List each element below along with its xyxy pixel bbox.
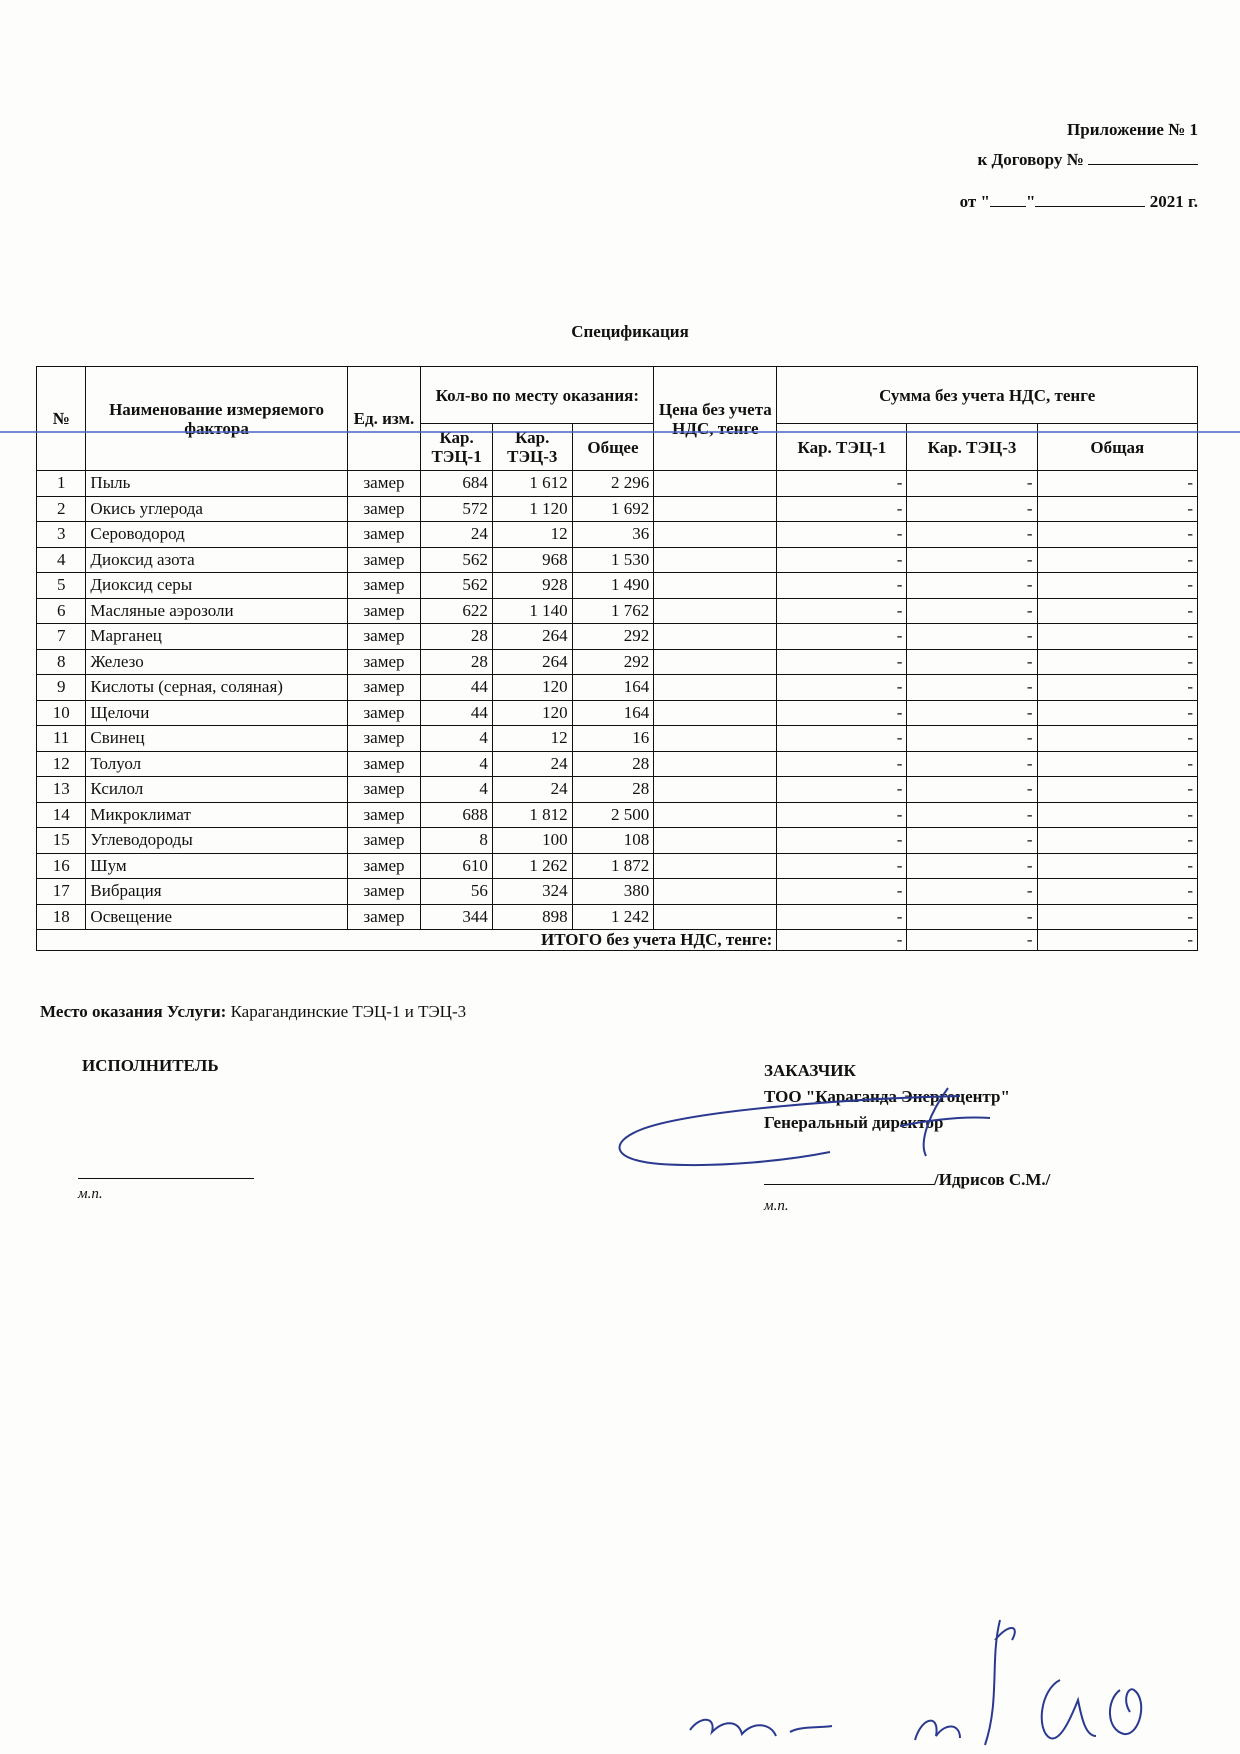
row-sum-tec1: - <box>777 649 907 675</box>
row-unit: замер <box>347 522 421 548</box>
row-unit: замер <box>347 700 421 726</box>
row-qty-tec3: 968 <box>492 547 572 573</box>
row-sum-total: - <box>1037 598 1197 624</box>
customer-stamp-label: м.п. <box>764 1198 789 1214</box>
customer-signature-line <box>764 1168 1050 1190</box>
row-name: Толуол <box>86 751 347 777</box>
row-unit: замер <box>347 802 421 828</box>
row-sum-tec3: - <box>907 879 1037 905</box>
day-blank <box>990 190 1026 207</box>
row-num: 10 <box>37 700 86 726</box>
row-qty-tec3: 324 <box>492 879 572 905</box>
header-qty-tec3: Кар. ТЭЦ-3 <box>492 424 572 471</box>
row-unit: замер <box>347 853 421 879</box>
row-qty-tec1: 622 <box>421 598 493 624</box>
row-qty-tec3: 264 <box>492 649 572 675</box>
row-num: 5 <box>37 573 86 599</box>
row-sum-total: - <box>1037 547 1197 573</box>
row-sum-total: - <box>1037 802 1197 828</box>
row-unit: замер <box>347 675 421 701</box>
header-qty-total: Общее <box>572 424 654 471</box>
row-sum-tec3: - <box>907 471 1037 497</box>
row-qty-tec1: 44 <box>421 700 493 726</box>
row-qty-tec1: 688 <box>421 802 493 828</box>
row-num: 7 <box>37 624 86 650</box>
row-price <box>654 675 777 701</box>
header-price: Цена без учета НДС, тенге <box>654 367 777 471</box>
row-qty-tec3: 1 812 <box>492 802 572 828</box>
table-header-row <box>37 367 1198 424</box>
row-sum-tec1: - <box>777 879 907 905</box>
table-row <box>37 700 1198 726</box>
row-name: Микроклимат <box>86 802 347 828</box>
row-qty-tec1: 572 <box>421 496 493 522</box>
row-price <box>654 828 777 854</box>
row-qty-tec3: 1 262 <box>492 853 572 879</box>
row-num: 12 <box>37 751 86 777</box>
row-unit: замер <box>347 904 421 930</box>
row-sum-tec3: - <box>907 624 1037 650</box>
row-qty-tec3: 24 <box>492 751 572 777</box>
customer-signature-blank <box>764 1168 934 1185</box>
initials-mark-2-icon <box>915 1620 1141 1745</box>
service-location-label: Место оказания Услуги: <box>40 1002 227 1021</box>
row-sum-total: - <box>1037 471 1197 497</box>
table-row <box>37 573 1198 599</box>
row-sum-total: - <box>1037 777 1197 803</box>
header-sum-total: Общая <box>1037 424 1197 471</box>
row-qty-total: 1 872 <box>572 853 654 879</box>
row-qty-total: 16 <box>572 726 654 752</box>
table-row <box>37 802 1198 828</box>
total-sum-tec3: - <box>907 930 1037 951</box>
contract-date <box>960 190 1198 212</box>
row-qty-tec3: 24 <box>492 777 572 803</box>
row-num: 8 <box>37 649 86 675</box>
row-sum-tec3: - <box>907 522 1037 548</box>
header-qty-group: Кол-во по месту оказания: <box>421 367 654 424</box>
row-name: Окись углерода <box>86 496 347 522</box>
row-name: Свинец <box>86 726 347 752</box>
table-row <box>37 853 1198 879</box>
row-sum-tec3: - <box>907 547 1037 573</box>
row-qty-tec1: 28 <box>421 649 493 675</box>
row-sum-tec3: - <box>907 649 1037 675</box>
row-qty-total: 1 530 <box>572 547 654 573</box>
row-unit: замер <box>347 547 421 573</box>
row-sum-tec3: - <box>907 496 1037 522</box>
row-num: 17 <box>37 879 86 905</box>
row-price <box>654 598 777 624</box>
row-price <box>654 751 777 777</box>
executor-stamp-label: м.п. <box>78 1186 103 1202</box>
row-qty-tec1: 684 <box>421 471 493 497</box>
row-qty-total: 108 <box>572 828 654 854</box>
table-row <box>37 547 1198 573</box>
specification-table <box>36 366 1198 951</box>
row-sum-tec3: - <box>907 777 1037 803</box>
row-sum-total: - <box>1037 879 1197 905</box>
row-price <box>654 522 777 548</box>
row-price <box>654 624 777 650</box>
row-qty-total: 1 242 <box>572 904 654 930</box>
row-qty-tec3: 120 <box>492 675 572 701</box>
row-qty-tec1: 562 <box>421 573 493 599</box>
row-qty-total: 28 <box>572 751 654 777</box>
row-qty-total: 164 <box>572 675 654 701</box>
page-title: Спецификация <box>571 322 689 341</box>
row-qty-tec1: 4 <box>421 726 493 752</box>
row-sum-tec3: - <box>907 598 1037 624</box>
row-sum-total: - <box>1037 649 1197 675</box>
row-sum-tec1: - <box>777 471 907 497</box>
row-name: Диоксид серы <box>86 573 347 599</box>
header-qty-tec1: Кар. ТЭЦ-1 <box>421 424 493 471</box>
row-sum-tec1: - <box>777 496 907 522</box>
row-unit: замер <box>347 573 421 599</box>
row-num: 1 <box>37 471 86 497</box>
row-qty-total: 2 296 <box>572 471 654 497</box>
row-num: 16 <box>37 853 86 879</box>
row-qty-tec3: 12 <box>492 522 572 548</box>
contract-ref-label: к Договору № <box>977 150 1084 169</box>
row-name: Масляные аэрозоли <box>86 598 347 624</box>
header-num: № <box>37 367 86 471</box>
contract-ref <box>978 148 1199 170</box>
row-sum-total: - <box>1037 624 1197 650</box>
row-sum-tec1: - <box>777 598 907 624</box>
row-sum-total: - <box>1037 573 1197 599</box>
date-mid: " <box>1025 192 1036 211</box>
row-sum-tec1: - <box>777 675 907 701</box>
row-unit: замер <box>347 879 421 905</box>
row-name: Щелочи <box>86 700 347 726</box>
row-name: Ксилол <box>86 777 347 803</box>
row-sum-tec1: - <box>777 777 907 803</box>
header-sum-group: Сумма без учета НДС, тенге <box>777 367 1198 424</box>
row-sum-total: - <box>1037 726 1197 752</box>
table-row <box>37 726 1198 752</box>
row-sum-tec1: - <box>777 700 907 726</box>
row-qty-total: 1 490 <box>572 573 654 599</box>
row-sum-tec1: - <box>777 853 907 879</box>
header-unit: Ед. изм. <box>347 367 421 471</box>
contract-number-blank <box>1088 148 1198 165</box>
row-qty-tec1: 4 <box>421 777 493 803</box>
service-location-value: Карагандинские ТЭЦ-1 и ТЭЦ-3 <box>230 1002 467 1021</box>
date-prefix: от " <box>959 192 990 211</box>
row-unit: замер <box>347 777 421 803</box>
row-sum-tec1: - <box>777 573 907 599</box>
row-num: 6 <box>37 598 86 624</box>
row-sum-tec3: - <box>907 675 1037 701</box>
row-qty-tec3: 100 <box>492 828 572 854</box>
row-sum-tec3: - <box>907 828 1037 854</box>
row-num: 3 <box>37 522 86 548</box>
row-num: 13 <box>37 777 86 803</box>
row-price <box>654 879 777 905</box>
row-price <box>654 802 777 828</box>
row-sum-tec1: - <box>777 726 907 752</box>
row-name: Диоксид азота <box>86 547 347 573</box>
row-price <box>654 471 777 497</box>
row-sum-tec1: - <box>777 904 907 930</box>
row-sum-tec3: - <box>907 726 1037 752</box>
executor-title: ИСПОЛНИТЕЛЬ <box>82 1056 219 1075</box>
row-num: 11 <box>37 726 86 752</box>
row-sum-tec1: - <box>777 828 907 854</box>
row-qty-total: 1 692 <box>572 496 654 522</box>
row-qty-tec3: 1 612 <box>492 471 572 497</box>
row-unit: замер <box>347 471 421 497</box>
row-qty-tec1: 24 <box>421 522 493 548</box>
total-sum-tec1: - <box>777 930 907 951</box>
row-unit: замер <box>347 496 421 522</box>
row-price <box>654 649 777 675</box>
row-qty-tec3: 928 <box>492 573 572 599</box>
row-qty-total: 292 <box>572 624 654 650</box>
row-qty-total: 164 <box>572 700 654 726</box>
row-unit: замер <box>347 649 421 675</box>
row-sum-tec1: - <box>777 624 907 650</box>
customer-block <box>764 1058 1010 1136</box>
total-label: ИТОГО без учета НДС, тенге: <box>37 930 777 951</box>
row-num: 9 <box>37 675 86 701</box>
row-sum-total: - <box>1037 675 1197 701</box>
table-row <box>37 828 1198 854</box>
row-sum-total: - <box>1037 904 1197 930</box>
service-location <box>40 1002 466 1022</box>
row-qty-tec1: 610 <box>421 853 493 879</box>
row-qty-tec1: 8 <box>421 828 493 854</box>
table-row <box>37 904 1198 930</box>
customer-position: Генеральный директор <box>764 1113 944 1132</box>
table-row <box>37 675 1198 701</box>
row-num: 18 <box>37 904 86 930</box>
row-num: 2 <box>37 496 86 522</box>
row-qty-tec3: 264 <box>492 624 572 650</box>
row-sum-tec3: - <box>907 573 1037 599</box>
row-name: Углеводороды <box>86 828 347 854</box>
row-sum-tec3: - <box>907 802 1037 828</box>
table-row <box>37 777 1198 803</box>
row-unit: замер <box>347 598 421 624</box>
row-price <box>654 700 777 726</box>
customer-signatory: /Идрисов С.М./ <box>934 1170 1051 1189</box>
row-name: Кислоты (серная, соляная) <box>86 675 347 701</box>
row-qty-tec1: 344 <box>421 904 493 930</box>
table-row <box>37 598 1198 624</box>
row-price <box>654 496 777 522</box>
row-num: 4 <box>37 547 86 573</box>
row-name: Пыль <box>86 471 347 497</box>
row-sum-total: - <box>1037 751 1197 777</box>
row-qty-tec3: 1 120 <box>492 496 572 522</box>
row-qty-tec1: 44 <box>421 675 493 701</box>
row-sum-tec3: - <box>907 904 1037 930</box>
row-sum-total: - <box>1037 700 1197 726</box>
row-qty-tec3: 1 140 <box>492 598 572 624</box>
table-row <box>37 624 1198 650</box>
table-row <box>37 879 1198 905</box>
row-qty-total: 28 <box>572 777 654 803</box>
row-sum-tec3: - <box>907 853 1037 879</box>
total-sum-total: - <box>1037 930 1197 951</box>
table-row <box>37 496 1198 522</box>
executor-signature-line <box>78 1178 254 1179</box>
table-row <box>37 751 1198 777</box>
table-row <box>37 522 1198 548</box>
month-blank <box>1035 190 1145 207</box>
customer-title: ЗАКАЗЧИК <box>764 1061 856 1080</box>
row-unit: замер <box>347 828 421 854</box>
row-price <box>654 726 777 752</box>
row-sum-tec1: - <box>777 802 907 828</box>
row-qty-total: 380 <box>572 879 654 905</box>
header-sum-tec3: Кар. ТЭЦ-3 <box>907 424 1037 471</box>
row-qty-tec3: 898 <box>492 904 572 930</box>
row-qty-tec3: 12 <box>492 726 572 752</box>
row-sum-total: - <box>1037 496 1197 522</box>
appendix-title: Приложение № 1 <box>1067 120 1198 139</box>
table-row <box>37 649 1198 675</box>
row-sum-total: - <box>1037 828 1197 854</box>
row-name: Освещение <box>86 904 347 930</box>
row-num: 15 <box>37 828 86 854</box>
row-price <box>654 547 777 573</box>
row-qty-total: 2 500 <box>572 802 654 828</box>
date-year: 2021 г. <box>1149 192 1198 211</box>
table-body <box>37 471 1198 930</box>
row-qty-total: 36 <box>572 522 654 548</box>
row-name: Шум <box>86 853 347 879</box>
row-unit: замер <box>347 624 421 650</box>
row-qty-tec1: 4 <box>421 751 493 777</box>
header-name: Наименование измеряемого фактора <box>86 367 347 471</box>
row-sum-total: - <box>1037 853 1197 879</box>
row-qty-tec1: 562 <box>421 547 493 573</box>
row-sum-tec1: - <box>777 751 907 777</box>
row-name: Железо <box>86 649 347 675</box>
row-sum-tec3: - <box>907 751 1037 777</box>
header-sum-tec1: Кар. ТЭЦ-1 <box>777 424 907 471</box>
row-name: Вибрация <box>86 879 347 905</box>
row-num: 14 <box>37 802 86 828</box>
row-qty-tec1: 28 <box>421 624 493 650</box>
row-price <box>654 853 777 879</box>
initials-mark-1-icon <box>690 1720 832 1736</box>
row-price <box>654 777 777 803</box>
row-name: Сероводород <box>86 522 347 548</box>
row-qty-total: 292 <box>572 649 654 675</box>
row-qty-tec1: 56 <box>421 879 493 905</box>
row-unit: замер <box>347 751 421 777</box>
row-sum-total: - <box>1037 522 1197 548</box>
total-row <box>37 930 1198 951</box>
table-row <box>37 471 1198 497</box>
row-unit: замер <box>347 726 421 752</box>
row-sum-tec1: - <box>777 547 907 573</box>
row-sum-tec1: - <box>777 522 907 548</box>
row-qty-tec3: 120 <box>492 700 572 726</box>
row-price <box>654 573 777 599</box>
customer-org: ТОО "Караганда Энергоцентр" <box>764 1087 1010 1106</box>
row-qty-total: 1 762 <box>572 598 654 624</box>
row-sum-tec3: - <box>907 700 1037 726</box>
row-price <box>654 904 777 930</box>
row-name: Марганец <box>86 624 347 650</box>
